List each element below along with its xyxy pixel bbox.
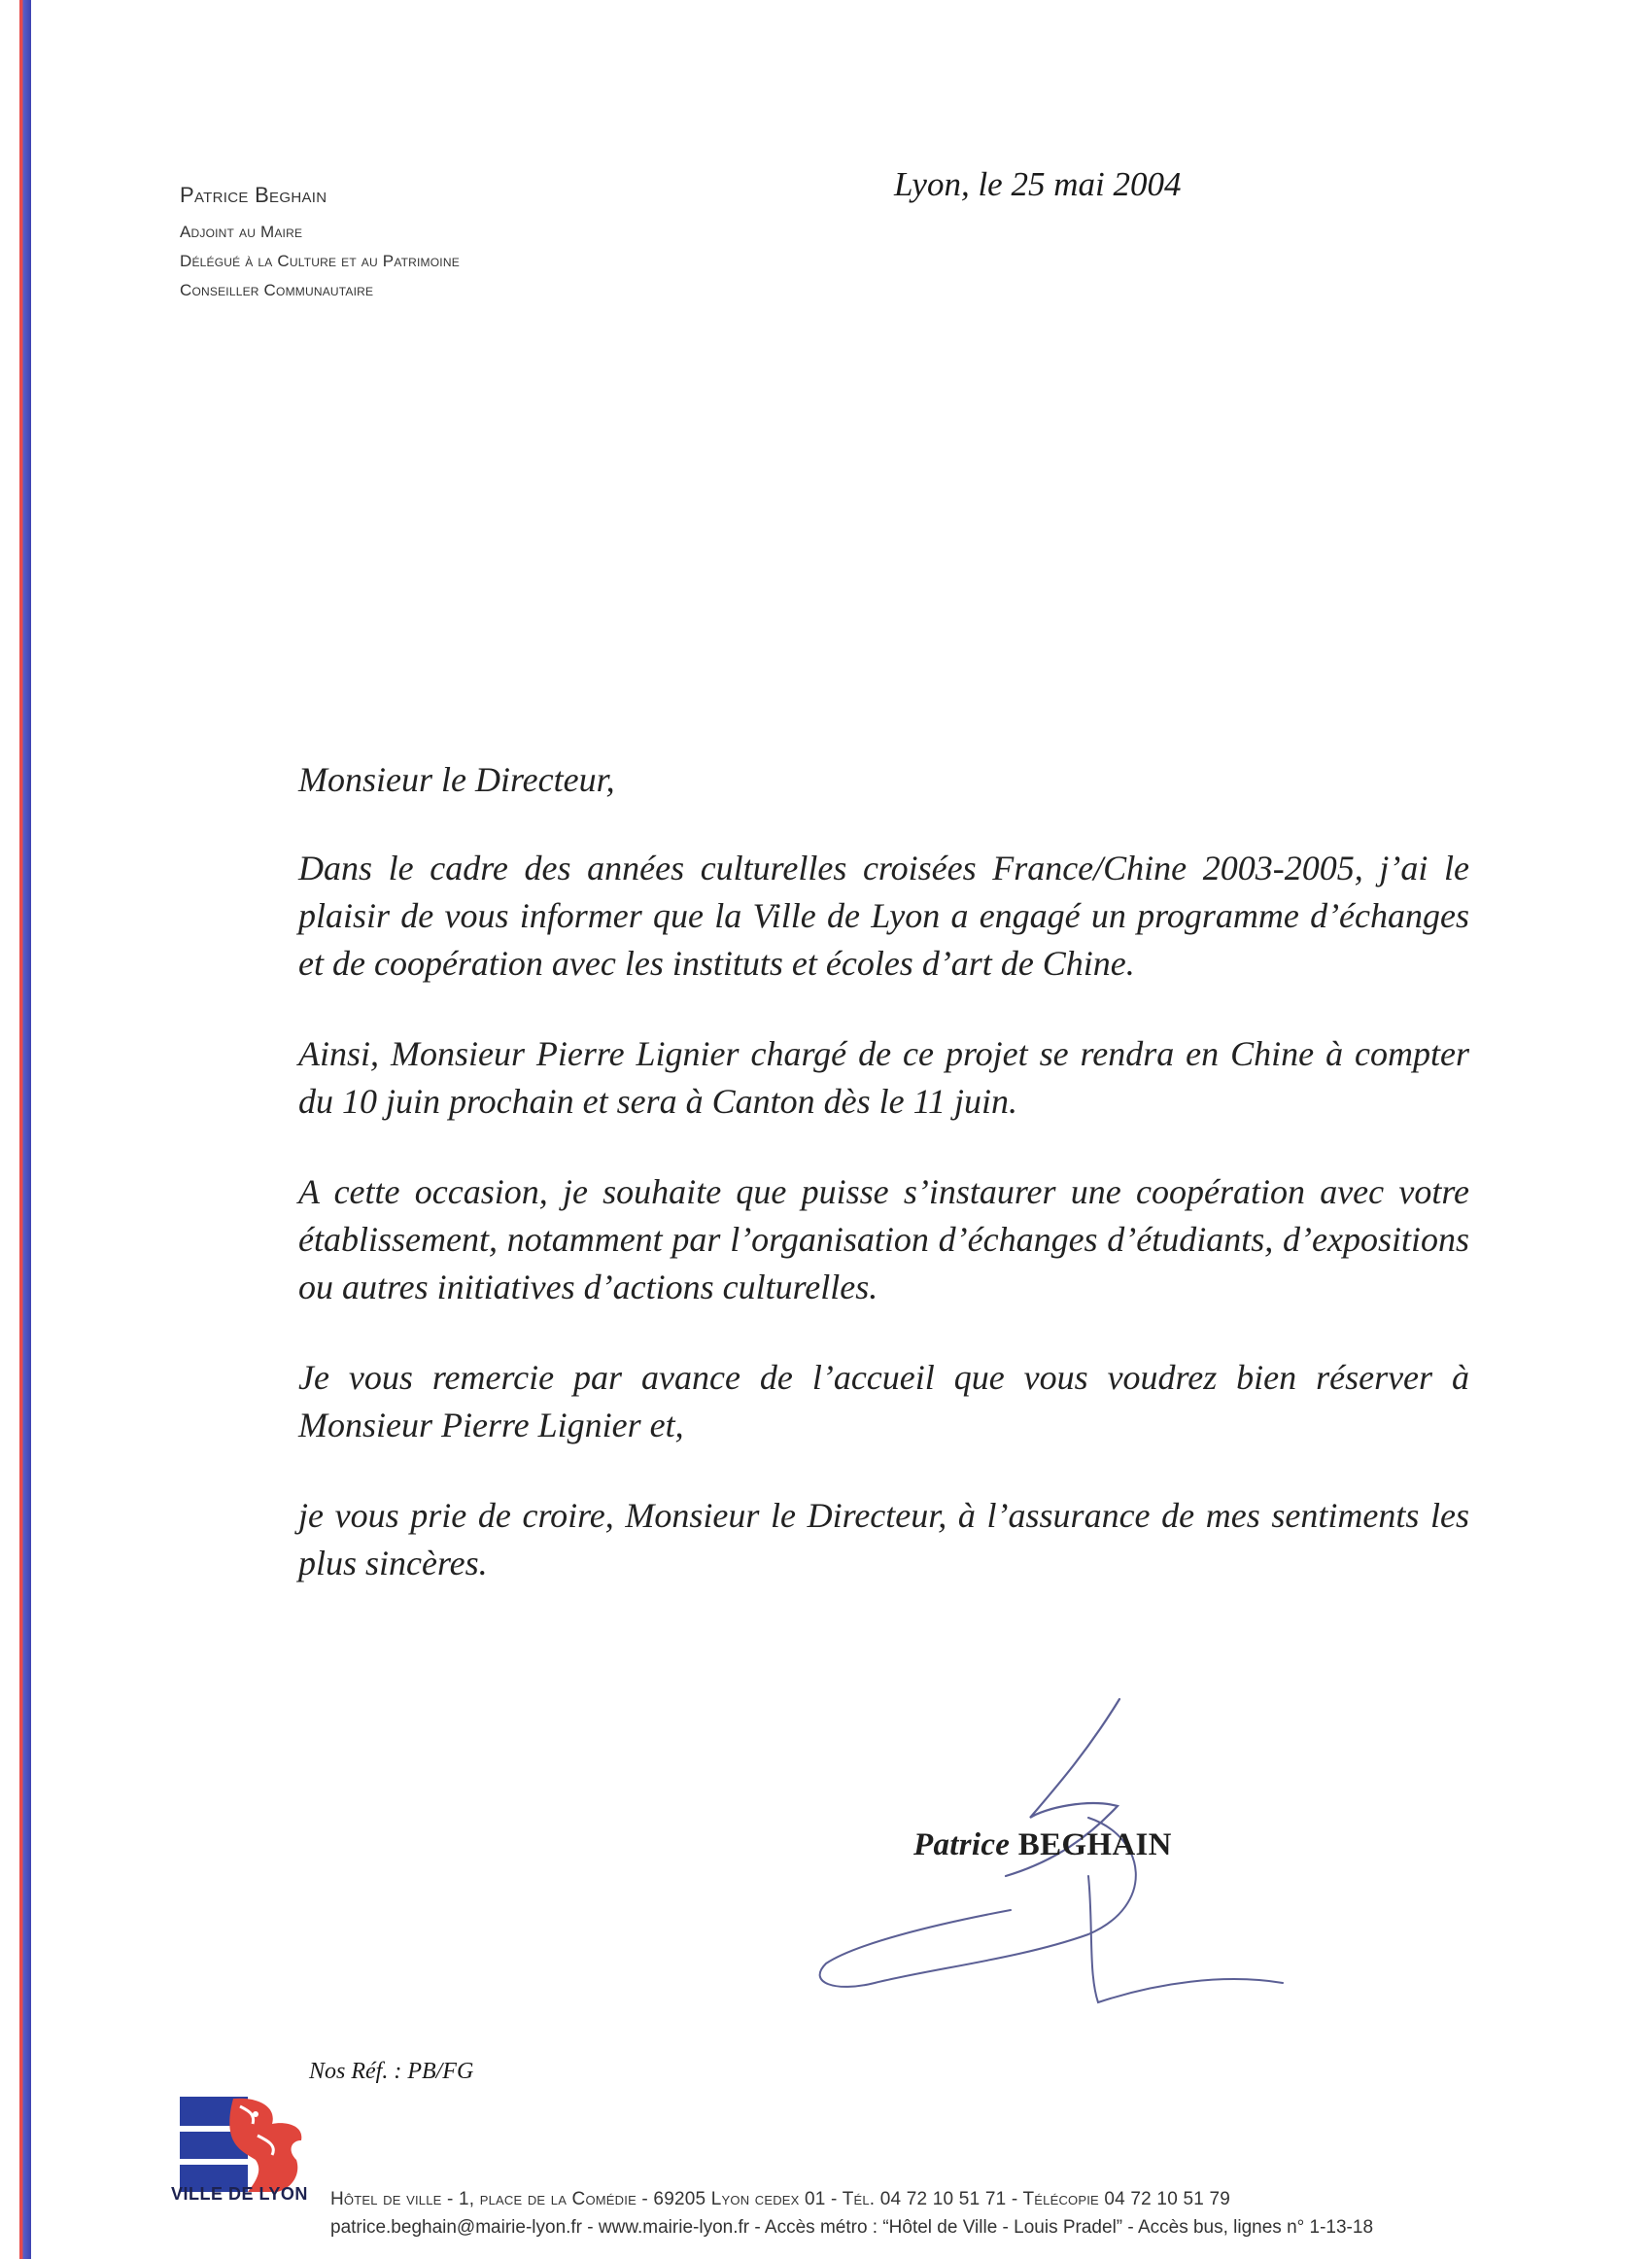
logo-caption: VILLE DE LYON <box>171 2184 308 2204</box>
ville-de-lyon-logo <box>180 2097 306 2194</box>
letter-paragraph: A cette occasion, je souhaite que puisse s’instaurer une coopération avec votre établissement, notamment par l’organisation d’échanges d’étudiants, d’expositions ou autres initiatives d’actions culturelles. <box>298 1172 1469 1306</box>
signatory-name <box>913 1827 1172 1863</box>
tricolour-margin-band <box>19 0 31 2259</box>
sender-title-line: Adjoint au Maire <box>180 223 303 241</box>
letter-paragraph: Dans le cadre des années culturelles croisées France/Chine 2003-2005, j’ai le plaisir de vous informer que la Ville de Lyon a engagé un programme d’échanges et de coopération avec les instituts et écoles d’art de Chine. <box>298 849 1469 983</box>
signatory-last-name: BEGHAIN <box>1017 1827 1172 1862</box>
letter-paragraph: Ainsi, Monsieur Pierre Lignier chargé de ce projet se rendra en Chine à compter du 10 juin prochain et sera à Canton dès le 11 juin. <box>298 1034 1469 1121</box>
sender-title-line: Conseiller Communautaire <box>180 281 374 299</box>
letter-body <box>298 756 1469 1630</box>
footer-contact <box>330 2185 1373 2242</box>
letter-date: Lyon, le 25 mai 2004 <box>894 165 1182 203</box>
sender-block <box>180 183 460 305</box>
sender-title-line: Délégué à la Culture et au Patrimoine <box>180 252 460 270</box>
reference-code: Nos Réf. : PB/FG <box>309 2059 474 2084</box>
footer-contact-line: patrice.beghain@mairie-lyon.fr - www.mairie-lyon.fr - Accès métro : “Hôtel de Ville - Louis Pradel” - Accès bus, lignes n° 1-13-18 <box>330 2217 1374 2238</box>
salutation: Monsieur le Directeur, <box>298 760 615 799</box>
sender-name: Patrice Beghain <box>180 183 327 207</box>
footer-address: Hôtel de ville - 1, place de la Comédie - 69205 Lyon cedex 01 - Tél. 04 72 10 51 71 - Télécopie 04 72 10 51 79 <box>330 2189 1230 2209</box>
letter-paragraph: je vous prie de croire, Monsieur le Directeur, à l’assurance de mes sentiments les plus sincères. <box>298 1496 1469 1582</box>
letter-paragraph: Je vous remercie par avance de l’accueil que vous voudrez bien réserver à Monsieur Pierre Lignier et, <box>298 1358 1469 1444</box>
signatory-first-name: Patrice <box>913 1827 1011 1862</box>
